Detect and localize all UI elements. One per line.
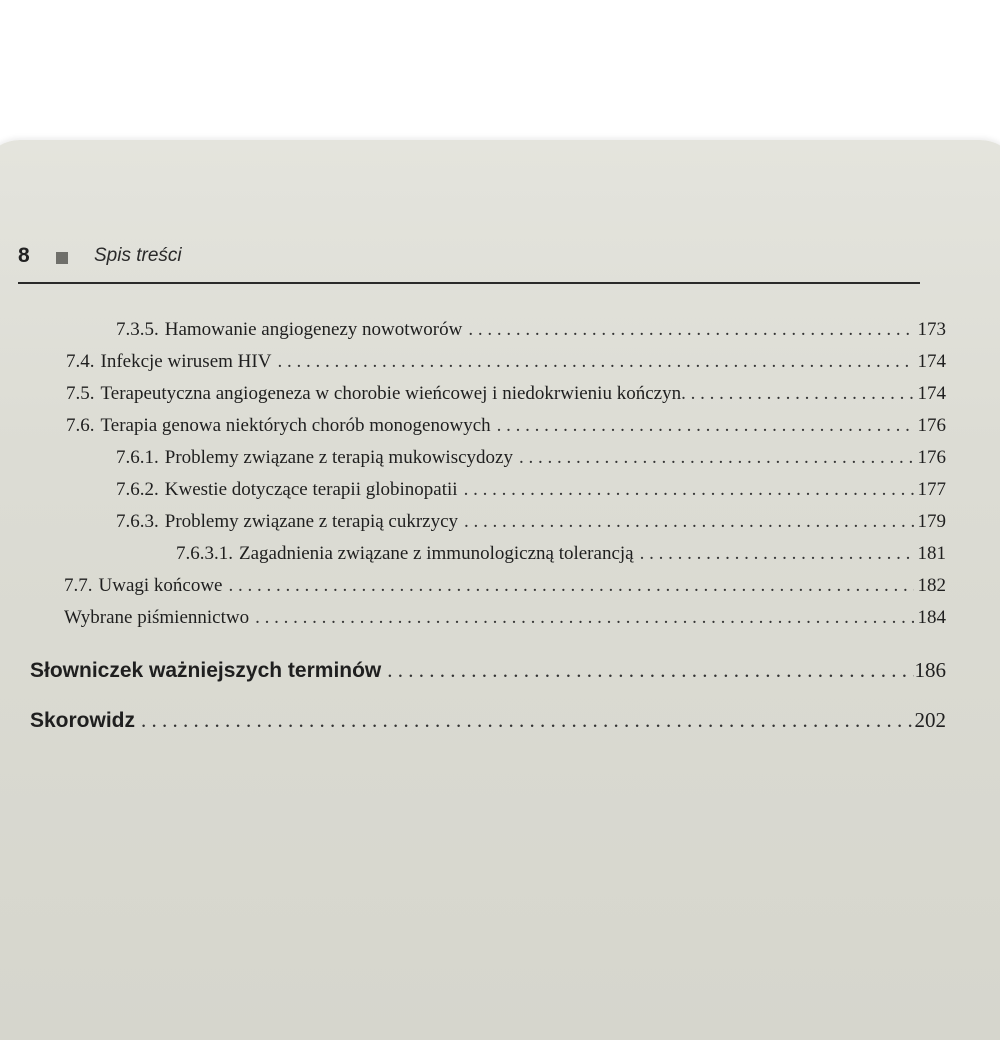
- entry-page: 176: [917, 447, 946, 468]
- main-entry-page: 186: [914, 658, 946, 682]
- main-entry-title: Skorowidz: [30, 709, 136, 732]
- entry-title: Infekcje wirusem HIV: [100, 351, 272, 372]
- toc-entry: [66, 412, 946, 440]
- toc-entry: [116, 316, 946, 344]
- dot-leader: [249, 604, 914, 632]
- entry-title: Zagadnienia związane z immunologiczną tolerancją: [239, 543, 634, 564]
- page-number: 8: [18, 244, 30, 267]
- toc-entry: [64, 604, 946, 632]
- dot-leader: [462, 316, 914, 344]
- toc-entry: [64, 572, 946, 600]
- entry-page: 184: [917, 607, 946, 628]
- entry-page: 174: [917, 383, 946, 404]
- toc-entry: [116, 476, 946, 504]
- entry-number: 7.6.3.1.: [176, 543, 233, 564]
- entry-title: Wybrane piśmiennictwo: [64, 607, 250, 628]
- entry-page: 181: [917, 543, 946, 564]
- entry-number: 7.6.1.: [116, 447, 159, 468]
- toc-entry: [116, 508, 946, 536]
- entry-page: 177: [917, 479, 946, 500]
- entry-number: 7.5.: [66, 383, 95, 404]
- book-page: [0, 140, 1000, 1040]
- entry-number: 7.7.: [64, 575, 93, 596]
- toc-entry: [66, 380, 946, 408]
- dot-leader: [381, 656, 914, 684]
- entry-title: Terapia genowa niektórych chorób monogenowych: [100, 415, 491, 436]
- dot-leader: [491, 412, 914, 440]
- running-title: Spis treści: [94, 245, 182, 266]
- entry-number: 7.6.2.: [116, 479, 159, 500]
- entry-title: Hamowanie angiogenezy nowotworów: [164, 319, 463, 340]
- dot-leader: [513, 444, 914, 472]
- entry-page: 182: [917, 575, 946, 596]
- entry-title: Uwagi końcowe: [98, 575, 223, 596]
- dot-leader: [223, 572, 915, 600]
- entry-title: Problemy związane z terapią cukrzycy: [164, 511, 459, 532]
- dot-leader-empty: [681, 380, 914, 408]
- entry-number: 7.6.: [66, 415, 95, 436]
- entry-title: Terapeutyczna angiogeneza w chorobie wieńcowej i niedokrwieniu kończyn: [100, 383, 682, 404]
- toc-main-entry: [30, 706, 946, 734]
- entry-number: 7.3.5.: [116, 319, 159, 340]
- dot-leader: [634, 540, 914, 568]
- entry-page: 176: [917, 415, 946, 436]
- main-entry-page: 202: [914, 708, 946, 732]
- entry-number: 7.6.3.: [116, 511, 159, 532]
- entry-page: 173: [917, 319, 946, 340]
- toc-entry: [66, 348, 946, 376]
- main-entry-title: Słowniczek ważniejszych terminów: [30, 659, 382, 682]
- toc-entry: [116, 444, 946, 472]
- dot-leader: [271, 348, 914, 376]
- page-header: [18, 240, 920, 284]
- square-bullet-icon: [56, 252, 68, 264]
- entry-page: 179: [917, 511, 946, 532]
- dot-leader: [135, 706, 914, 734]
- entry-page: 174: [917, 351, 946, 372]
- entry-title: Kwestie dotyczące terapii globinopatii: [164, 479, 458, 500]
- dot-leader: [458, 476, 914, 504]
- entry-number: 7.4.: [66, 351, 95, 372]
- toc-entry: [176, 540, 946, 568]
- toc-main-entry: [30, 656, 946, 684]
- dot-leader: [458, 508, 914, 536]
- entry-title: Problemy związane z terapią mukowiscydozy: [164, 447, 513, 468]
